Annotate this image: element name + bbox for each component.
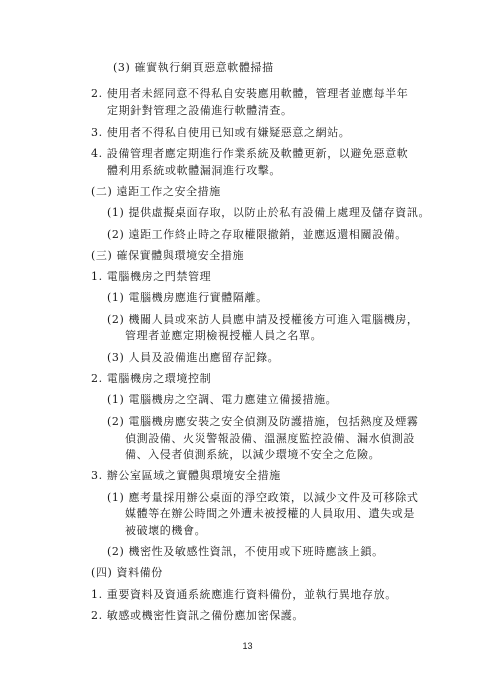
text-line: 體利用系統或軟體漏洞進行攻擊。 — [107, 164, 281, 177]
text-line: 2. 敏感或機密性資訊之備份應加密保護。 — [91, 609, 304, 622]
text-line: (1) 電腦機房之空調、電力應建立備援措施。 — [107, 393, 338, 406]
text-line: 定期針對管理之設備進行軟體清查。 — [107, 104, 293, 117]
text-line: 2. 電腦機房之環境控制 — [91, 372, 212, 385]
text-line: 1. 電腦機房之門禁管理 — [91, 270, 212, 283]
text-line: (2) 機關人員或來訪人員應申請及授權後方可進入電腦機房， — [107, 313, 419, 326]
text-line: 4. 設備管理者應定期進行作業系統及軟體更新，以避免惡意軟 — [91, 147, 409, 160]
section-heading: (二) 遠距工作之安全措施 — [91, 185, 221, 198]
text-line: (1) 提供虛擬桌面存取，以防止於私有設備上處理及儲存資訊。 — [107, 206, 431, 219]
text-line: 3. 辦公室區域之實體與環境安全措施 — [91, 469, 281, 482]
text-line: (3) 確實執行網頁惡意軟體掃描 — [113, 61, 274, 74]
text-line: 管理者並應定期檢視授權人員之名單。 — [125, 329, 323, 342]
text-line: 1. 重要資料及資通系統應進行資料備份，並執行異地存放。 — [91, 588, 397, 601]
text-line: (1) 電腦機房應進行實體隔離。 — [107, 291, 268, 304]
text-line: 備、入侵者偵測系統，以減少環境不安全之危險。 — [125, 448, 381, 461]
text-line: 偵測設備、火災警報設備、溫濕度監控設備、漏水偵測設 — [125, 432, 415, 445]
text-line: 被破壞的機會。 — [125, 524, 207, 537]
page-number: 13 — [242, 641, 253, 651]
section-heading: (三) 確保實體與環境安全措施 — [91, 249, 245, 262]
text-line: 3. 使用者不得私自使用已知或有嫌疑惡意之網站。 — [91, 126, 351, 139]
text-line: (2) 電腦機房應安裝之安全偵測及防護措施，包括熱度及煙霧 — [107, 415, 419, 428]
text-line: (2) 遠距工作終止時之存取權限撤銷，並應返還相關設備。 — [107, 228, 407, 241]
text-line: 2. 使用者未經同意不得私自安裝應用軟體，管理者並應每半年 — [91, 87, 409, 100]
text-line: (2) 機密性及敏感性資訊，不使用或下班時應該上鎖。 — [107, 545, 384, 558]
text-line: (3) 人員及設備進出應留存記錄。 — [107, 351, 280, 364]
text-line: 媒體等在辦公時間之外遭未被授權的人員取用、遺失或是 — [125, 507, 415, 520]
text-line: (1) 應考量採用辦公桌面的淨空政策，以減少文件及可移除式 — [107, 491, 419, 504]
section-heading: (四) 資料備份 — [91, 566, 163, 579]
